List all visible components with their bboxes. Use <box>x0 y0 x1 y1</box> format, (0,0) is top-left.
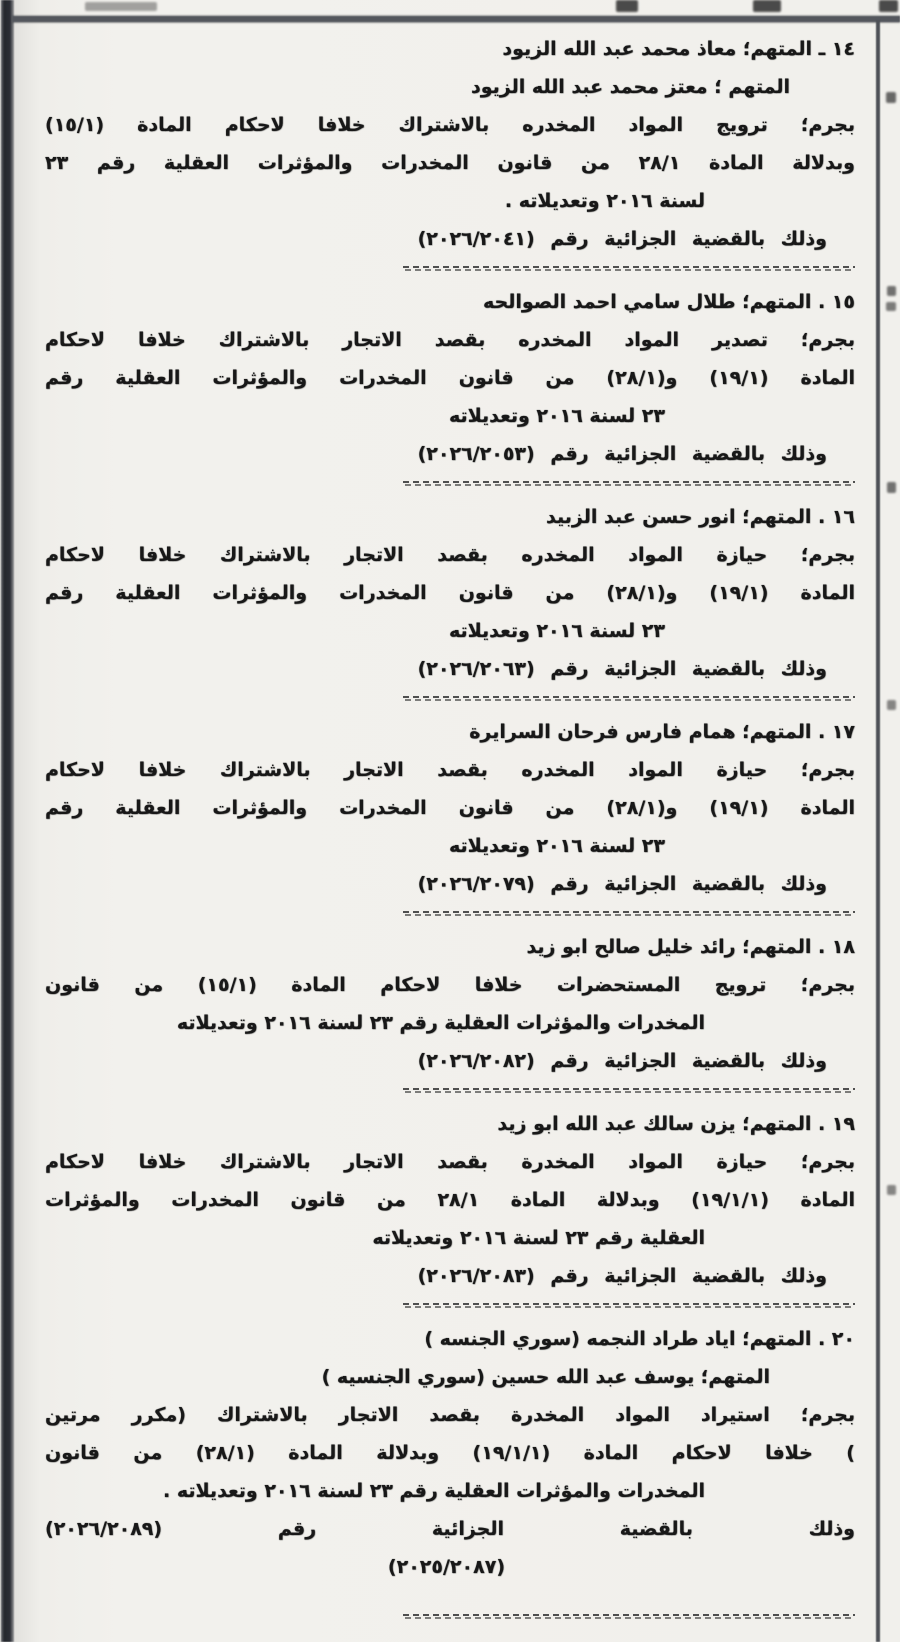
case-number-line: وذلك بالقضية الجزائية رقم (٢٠٢٦/٢٠٧٩) <box>417 873 827 895</box>
charge-line: المادة (١٩/١/١) وبدلالة المادة ٢٨/١ من قانون المخدرات والمؤثرات <box>45 1189 855 1211</box>
defendant-entry-15 <box>45 283 855 473</box>
defendant-name-line: ١٦ . المتهم؛ انور حسن عبد الزبيد <box>546 506 855 528</box>
scan-left-edge-bar <box>1 0 14 1642</box>
dashed-separator <box>403 911 855 916</box>
defendant-entry-20 <box>45 1320 855 1586</box>
right-border-rule <box>876 20 880 1642</box>
dashed-separator <box>403 696 855 701</box>
case-number-line: وذلك بالقضية الجزائية رقم (٢٠٢٦/٢٠٨٢) <box>417 1050 827 1072</box>
case-number-line: (٢٠٢٥/٢٠٨٧) <box>387 1556 505 1578</box>
dashed-separator <box>403 481 855 486</box>
defendant-name-line: ١٤ ـ المتهم؛ معاذ محمد عبد الله الزيود <box>502 38 855 60</box>
defendant-name-line: ٢٠ . المتهم؛ اياد طراد النجمه (سوري الجنسه ) <box>424 1328 855 1350</box>
charge-line: المادة (١٩/١) و(٢٨/١) من قانون المخدرات والمؤثرات العقلية رقم <box>45 367 855 389</box>
dashed-separator <box>403 266 855 271</box>
charge-line: بجرم؛ استيراد المواد المخدرة بقصد الاتجار بالاشتراك (مكرر مرتين <box>45 1404 855 1426</box>
charge-line: لسنة ٢٠١٦ وتعديلاته . <box>504 190 705 212</box>
case-number-line: وذلك بالقضية الجزائية رقم (٢٠٢٦/٢٠٤١) <box>417 228 827 250</box>
scan-artifact <box>886 302 896 311</box>
charge-line: بجرم؛ ترويج المواد المخدره بالاشتراك خلافا لاحكام المادة (١٥/١) <box>45 114 855 136</box>
cut-text-fragment <box>753 0 781 12</box>
defendant-entry-14 <box>45 30 855 258</box>
charge-line: ٢٣ لسنة ٢٠١٦ وتعديلاته <box>448 620 665 642</box>
defendant-name-line: ١٧ . المتهم؛ همام فارس فرحان السرايرة <box>469 721 855 743</box>
defendant-entry-18 <box>45 928 855 1080</box>
defendant-name-line: المتهم ؛ معتز محمد عبد الله الزيود <box>470 76 790 98</box>
dashed-separator <box>403 1614 855 1619</box>
scan-artifact <box>887 286 896 296</box>
charge-line: وبدلالة المادة ٢٨/١ من قانون المخدرات والمؤثرات العقلية رقم ٢٣ <box>45 152 855 174</box>
defendant-name-line: ١٩ . المتهم؛ يزن سالك عبد الله ابو زيد <box>497 1113 855 1135</box>
defendant-name-line: ١٨ . المتهم؛ رائد خليل صالح ابو زيد <box>526 936 855 958</box>
charge-line: بجرم؛ تصدير المواد المخدره بقصد الاتجار بالاشتراك خلافا لاحكام <box>45 329 855 351</box>
cut-text-fragment <box>616 0 638 12</box>
case-number-line: وذلك بالقضية الجزائية رقم (٢٠٢٦/٢٠٨٩) <box>45 1518 855 1540</box>
scan-artifact <box>887 700 896 710</box>
charge-line: بجرم؛ ترويج المستحضرات خلافا لاحكام المادة (١٥/١) من قانون <box>45 974 855 996</box>
charge-line: المادة (١٩/١) و(٢٨/١) من قانون المخدرات والمؤثرات العقلية رقم <box>45 797 855 819</box>
scan-artifact <box>887 1185 896 1195</box>
notice-content <box>45 30 855 1631</box>
charge-line: ٢٣ لسنة ٢٠١٦ وتعديلاته <box>448 405 665 427</box>
defendant-entry-19 <box>45 1105 855 1295</box>
charge-line: المادة (١٩/١) و(٢٨/١) من قانون المخدرات والمؤثرات العقلية رقم <box>45 582 855 604</box>
scan-artifact <box>886 92 896 103</box>
charge-line: ٢٣ لسنة ٢٠١٦ وتعديلاته <box>448 835 665 857</box>
dashed-separator <box>403 1088 855 1093</box>
defendant-entry-16 <box>45 498 855 688</box>
scan-artifact <box>887 482 896 493</box>
charge-line: المخدرات والمؤثرات العقلية رقم ٢٣ لسنة ٢٠١٦ وتعديلاته . <box>163 1480 705 1502</box>
case-number-line: وذلك بالقضية الجزائية رقم (٢٠٢٦/٢٠٦٣) <box>417 658 827 680</box>
case-number-line: وذلك بالقضية الجزائية رقم (٢٠٢٦/٢٠٥٣) <box>417 443 827 465</box>
defendant-name-line: المتهم؛ يوسف عبد الله حسين (سوري الجنسيه ) <box>321 1366 770 1388</box>
dashed-separator <box>403 1303 855 1308</box>
defendant-name-line: ١٥ . المتهم؛ طلال سامي احمد الصوالحه <box>483 291 855 313</box>
case-number-line: وذلك بالقضية الجزائية رقم (٢٠٢٦/٢٠٨٣) <box>417 1265 827 1287</box>
charge-line: بجرم؛ حيازة المواد المخدره بقصد الاتجار بالاشتراك خلافا لاحكام <box>45 544 855 566</box>
charge-line: ) خلافا لاحكام المادة (١٩/١/١) وبدلالة المادة (٢٨/١) من قانون <box>45 1442 855 1464</box>
charge-line: بجرم؛ حيازة المواد المخدره بقصد الاتجار بالاشتراك خلافا لاحكام <box>45 759 855 781</box>
cut-text-fragment <box>85 2 157 11</box>
cut-text-fragment <box>879 0 898 12</box>
top-border-rule <box>12 16 900 22</box>
charge-line: العقلية رقم ٢٣ لسنة ٢٠١٦ وتعديلاته <box>372 1227 705 1249</box>
charge-line: بجرم؛ حيازة المواد المخدرة بقصد الاتجار بالاشتراك خلافا لاحكام <box>45 1151 855 1173</box>
defendant-entry-17 <box>45 713 855 903</box>
charge-line: المخدرات والمؤثرات العقلية رقم ٢٣ لسنة ٢٠١٦ وتعديلاته <box>176 1012 705 1034</box>
